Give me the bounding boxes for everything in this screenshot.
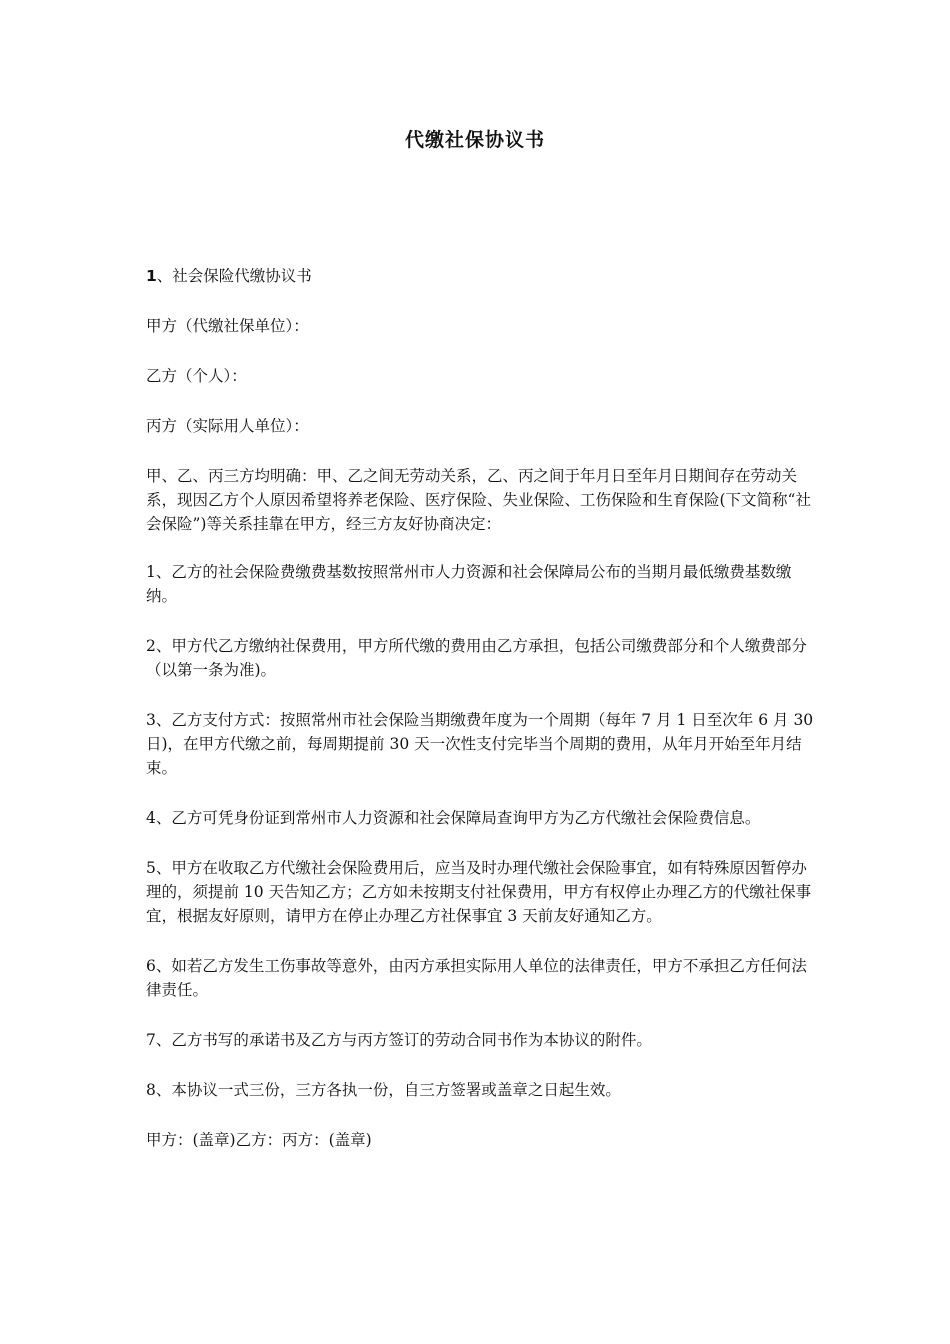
- clause-7: 7、乙方书写的承诺书及乙方与丙方签订的劳动合同书作为本协议的附件。: [146, 1031, 652, 1049]
- party-c-line: 丙方（实际用人单位）：: [146, 417, 309, 435]
- clause-2: 2、甲方代乙方缴纳社保费用，甲方所代缴的费用由乙方承担，包括公司缴费部分和个人缴费部分（以第一条为准)。: [146, 637, 807, 679]
- document-title: 代缴社保协议书: [404, 129, 545, 151]
- clause-4: 4、乙方可凭身份证到常州市人力资源和社会保障局查询甲方为乙方代缴社会保险费信息。: [146, 809, 761, 827]
- party-a-line: 甲方（代缴社保单位）：: [146, 317, 309, 335]
- clause-5: 5、甲方在收取乙方代缴社会保险费用后，应当及时办理代缴社会保险事宜，如有特殊原因暂停办理的，须提前 10 天告知乙方；乙方如未按期支付社保费用，甲方有权停止办理乙方的代缴社保事宜，根据友好原则，请甲方在停止办理乙方社保事宜 3 天前友好通知乙方。: [146, 859, 812, 925]
- document-body: [146, 264, 814, 1178]
- intro-paragraph: 甲、乙、丙三方均明确：甲、乙之间无劳动关系，乙、丙之间于年月日至年月日期间存在劳动关系，现因乙方个人原因希望将养老保险、医疗保险、失业保险、工伤保险和生育保险(下文简称“社会保险”)等关系挂靠在甲方，经三方友好协商决定：: [146, 467, 811, 533]
- clause-3: 3、乙方支付方式：按照常州市社会保险当期缴费年度为一个周期（每年 7 月 1 日至次年 6 月 30 日)，在甲方代缴之前，每周期提前 30 天一次性支付完毕当个周期的费用，从年月开始至年月结束。: [146, 711, 814, 777]
- signature-line: 甲方：(盖章)乙方：丙方：(盖章): [146, 1131, 372, 1149]
- clause-6: 6、如若乙方发生工伤事故等意外，由丙方承担实际用人单位的法律责任，甲方不承担乙方任何法律责任。: [146, 957, 807, 999]
- clause-1: 1、乙方的社会保险费缴费基数按照常州市人力资源和社会保障局公布的当期月最低缴费基数缴纳。: [146, 563, 792, 605]
- section-title: 、社会保险代缴协议书: [156, 267, 312, 285]
- clause-8: 8、本协议一式三份，三方各执一份，自三方签署或盖章之日起生效。: [146, 1081, 621, 1099]
- section-heading: [146, 264, 814, 288]
- party-b-line: 乙方（个人）：: [146, 367, 247, 385]
- section-number: 1: [146, 267, 157, 285]
